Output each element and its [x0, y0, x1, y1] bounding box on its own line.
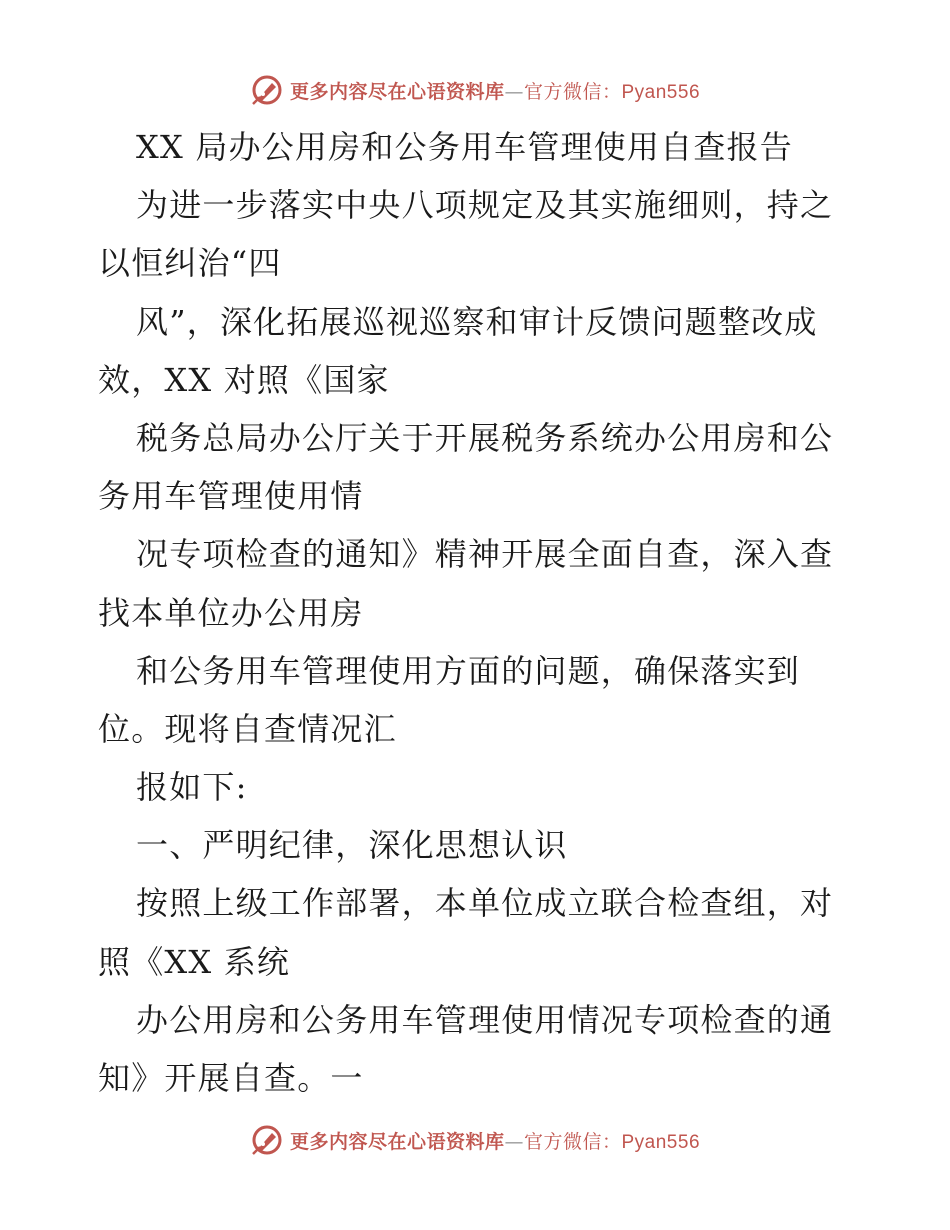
doc-line: 风”，深化拓展巡视巡察和审计反馈问题整改成 [136, 302, 818, 341]
banner-separator: — [504, 80, 524, 103]
banner-wechat-label: 官方微信： [523, 80, 622, 103]
doc-line: 况专项检查的通知》精神开展全面自查，深入查 [136, 535, 834, 574]
doc-line: 效，XX 对照《国家 [98, 360, 390, 399]
doc-line: 为进一步落实中央八项规定及其实施细则，持之 [136, 186, 834, 225]
doc-line: XX 局办公用房和公务用车管理使用自查报告 [136, 128, 793, 166]
banner-brand: 更多内容尽在心语资料库 [289, 80, 505, 103]
document-body [98, 118, 858, 1107]
doc-line: 照《XX 系统 [98, 942, 291, 981]
header-banner [0, 70, 950, 110]
banner-wechat-label: 官方微信： [523, 1130, 622, 1153]
pen-nib-circle-icon [250, 73, 284, 107]
doc-line: 务用车管理使用情 [98, 477, 364, 516]
section-heading: 一、严明纪律，深化思想认识 [136, 826, 568, 865]
banner-brand: 更多内容尽在心语资料库 [289, 1130, 505, 1153]
banner-text [290, 1127, 700, 1154]
banner-wechat-id: Pyan556 [621, 81, 701, 103]
banner-separator: — [504, 1130, 524, 1153]
doc-line: 位。现将自查情况汇 [98, 709, 397, 748]
pen-nib-circle-icon [250, 1123, 284, 1157]
doc-line: 和公务用车管理使用方面的问题，确保落实到 [136, 651, 801, 690]
doc-line: 知》开展自查。一 [98, 1059, 364, 1097]
footer-banner [0, 1120, 950, 1160]
banner-text [290, 77, 700, 104]
doc-line: 以恒纠治“四 [98, 244, 282, 283]
doc-line: 办公用房和公务用车管理使用情况专项检查的通 [136, 1000, 834, 1039]
doc-line: 报如下: [136, 768, 248, 807]
doc-line: 按照上级工作部署，本单位成立联合检查组，对 [136, 884, 834, 923]
banner-wechat-id: Pyan556 [621, 1131, 701, 1153]
doc-line: 税务总局办公厅关于开展税务系统办公用房和公 [136, 418, 834, 457]
doc-line: 找本单位办公用房 [98, 593, 364, 632]
